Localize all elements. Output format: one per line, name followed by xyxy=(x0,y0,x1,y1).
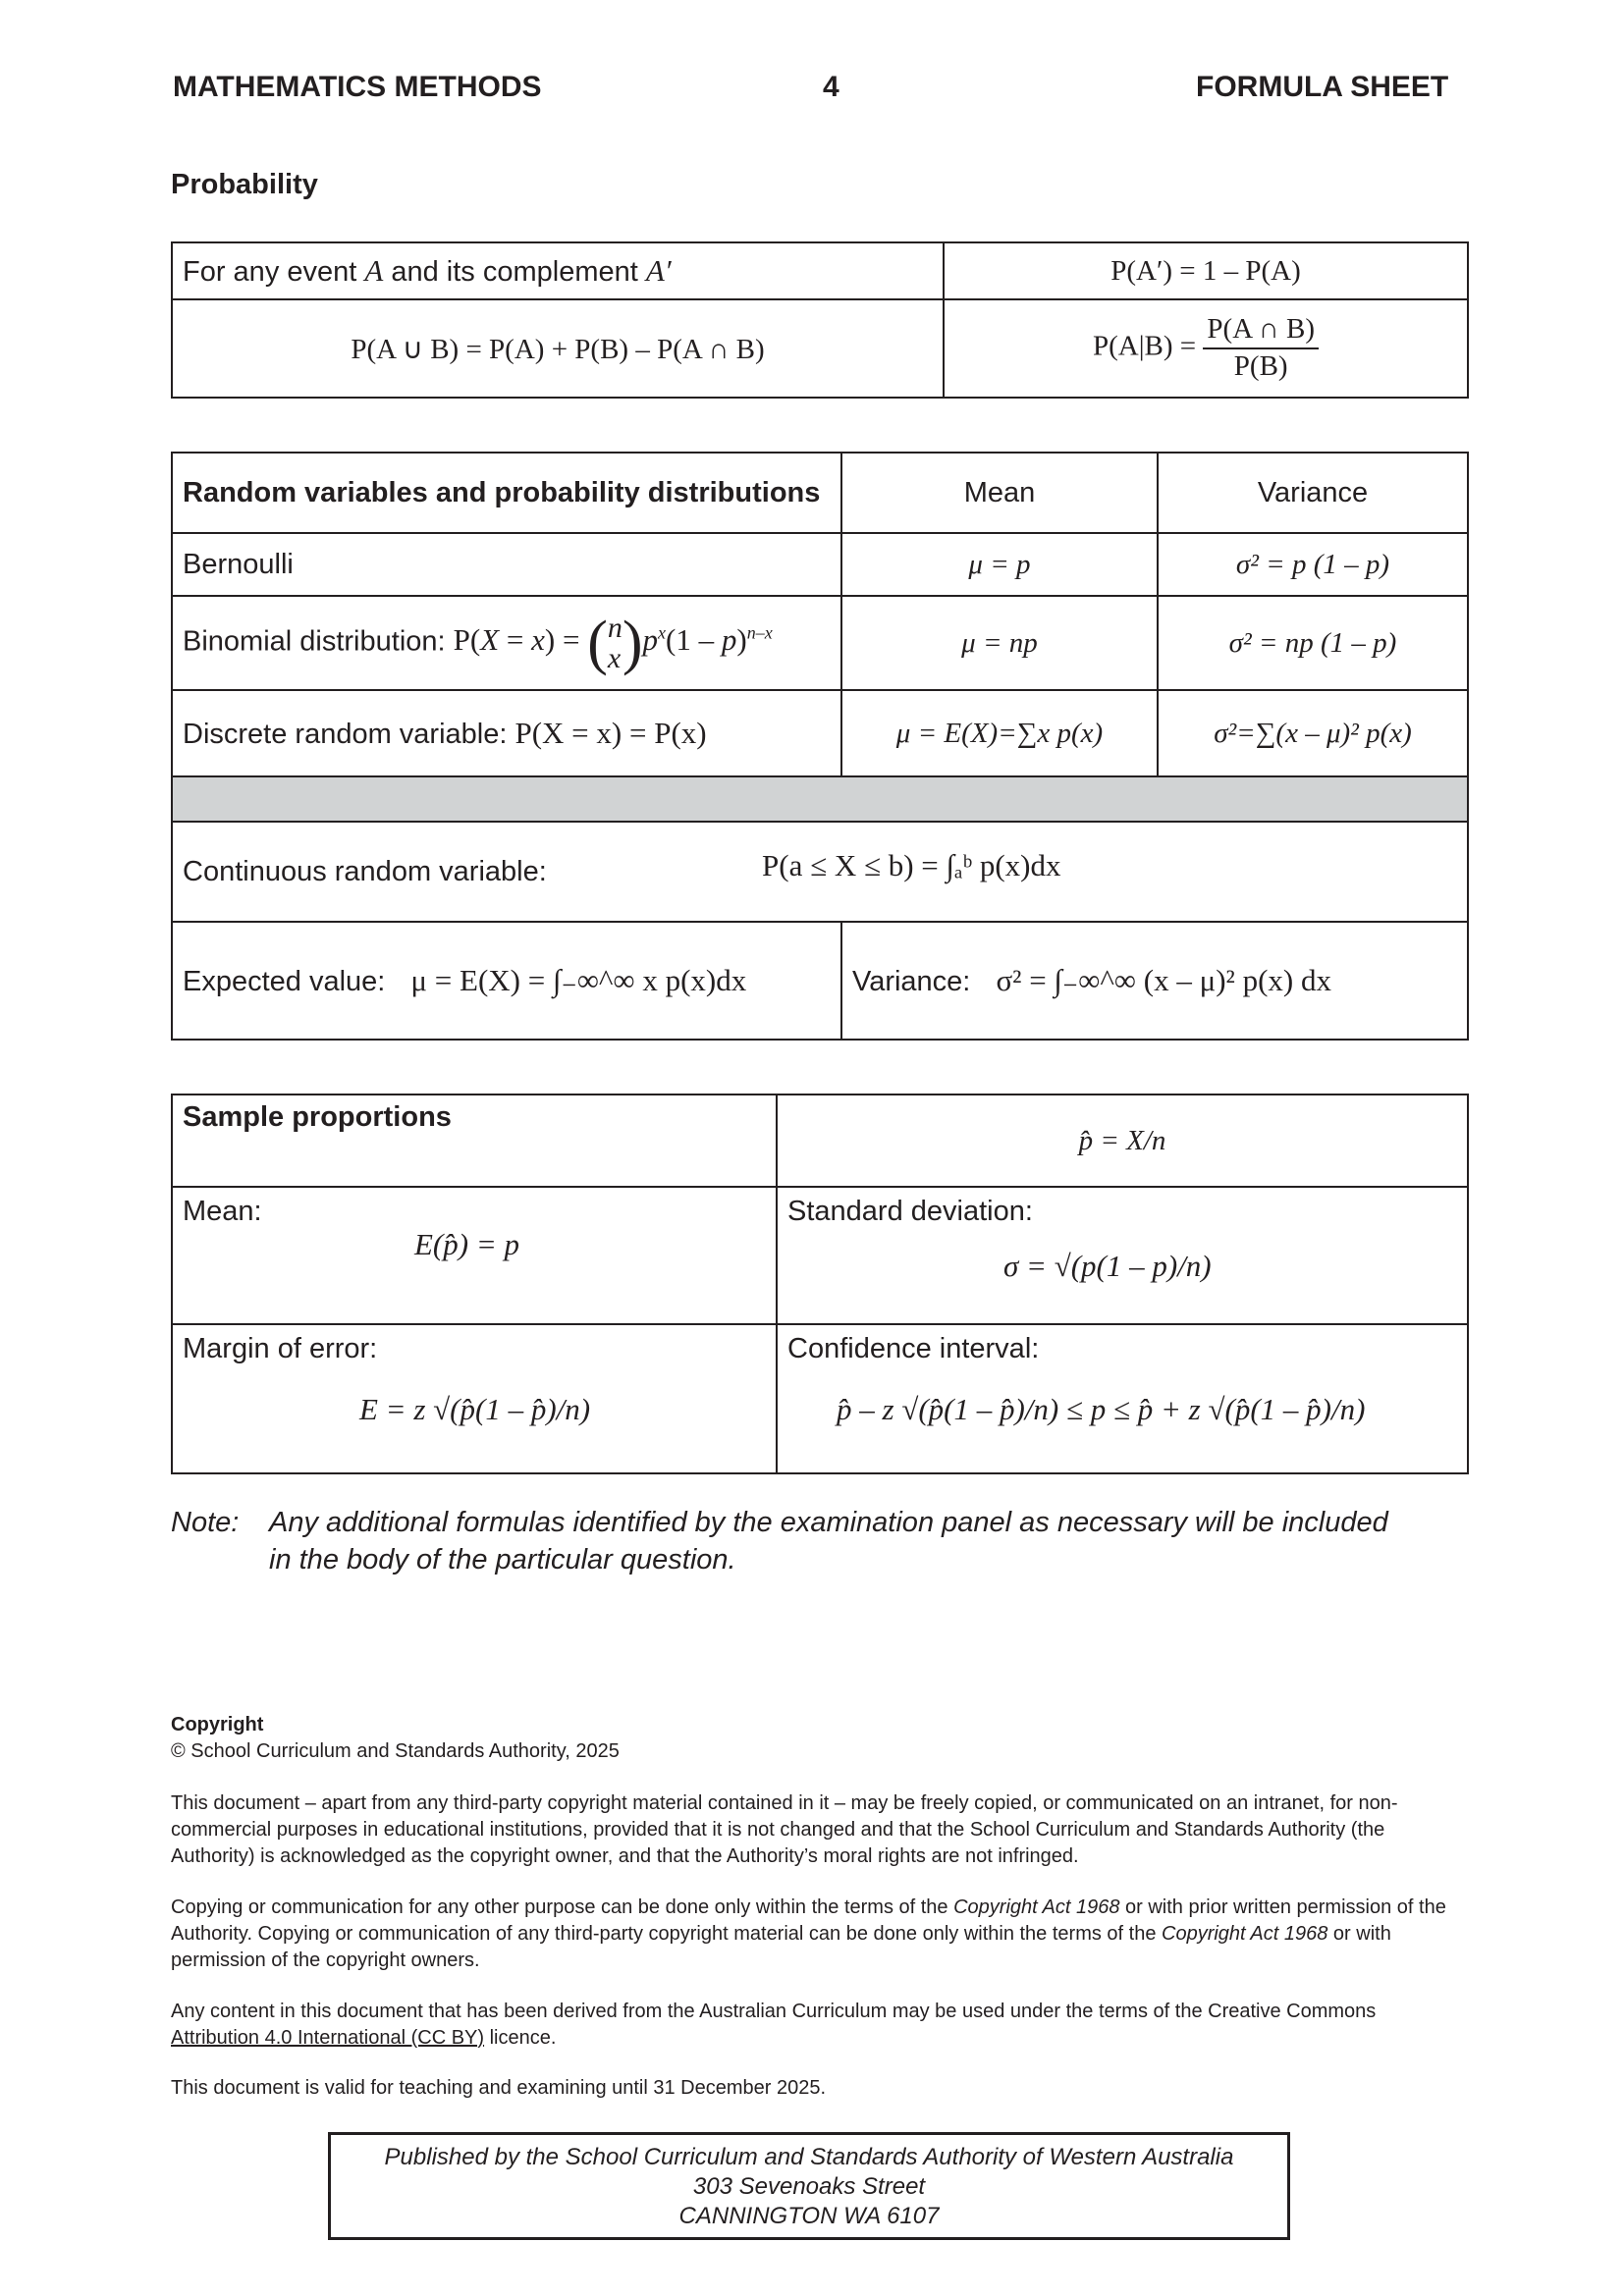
conditional-lhs: P(A|B) = xyxy=(1093,330,1197,362)
random-variables-table xyxy=(171,452,1469,1041)
discrete-mean: μ = E(X)=∑x p(x) xyxy=(841,690,1158,776)
note-line-1: Any additional formulas identified by the examination panel as necessary will be included xyxy=(269,1507,1388,1538)
copyright-para-2: Copying or communication for any other purpose can be done only within the terms of the Copyright Act 1968 or with prior written permission of the Authority. Copying or communication of any third-party copyright material can be done only within the terms of the Copyright Act 1968 or with permission of the copyright owners. xyxy=(171,1896,1446,1971)
bernoulli-mean: μ = p xyxy=(841,533,1158,596)
section-title: Probability xyxy=(171,169,318,200)
note-line-2: in the body of the particular question. xyxy=(269,1544,736,1575)
discrete-cell xyxy=(172,690,841,776)
sd-cell xyxy=(777,1187,1468,1324)
binomial-formula: P(X = x) = ( n x ) $p^x(1 - p)^{n-x}$ xyxy=(453,610,773,676)
page-number: 4 xyxy=(823,71,839,103)
copyright-para-3: Any content in this document that has been derived from the Australian Curriculum may be used under the terms of the Creative Commons Attribution 4.0 International (CC BY) licence. xyxy=(171,2001,1377,2049)
header-title: FORMULA SHEET xyxy=(1196,71,1449,103)
phat-formula: p̂ = X/n xyxy=(777,1095,1468,1187)
publisher-box xyxy=(328,2132,1290,2240)
shaded-divider xyxy=(172,776,1468,822)
binomial-mean: μ = np xyxy=(841,596,1158,690)
probability-table xyxy=(171,241,1469,399)
complement-formula: P(A′) = 1 – P(A) xyxy=(944,242,1468,299)
ci-formula: p̂ – z √(p̂(1 – p̂)/n) ≤ p ≤ p̂ + z √(p̂(1 – p̂)/n) xyxy=(837,1392,1366,1426)
validity-note: This document is valid for teaching and examining until 31 December 2025. xyxy=(171,2077,827,2099)
variance-label: Variance: xyxy=(852,966,971,997)
variance-cell xyxy=(841,922,1468,1040)
binomial-cell xyxy=(172,596,841,690)
publisher-line-3: CANNINGTON WA 6107 xyxy=(678,2203,940,2229)
expected-formula: μ = E(X) = ∫₋∞^∞ x p(x)dx xyxy=(410,963,747,997)
publisher-line-1: Published by the School Curriculum and Standards Authority of Western Australia xyxy=(384,2144,1234,2170)
continuous-label: Continuous random variable: xyxy=(183,855,547,887)
note-text xyxy=(269,1504,1477,1578)
union-formula: P(A ∪ B) = P(A) + P(B) – P(A ∩ B) xyxy=(172,299,944,398)
sample-proportions-label: Sample proportions xyxy=(172,1095,777,1187)
conditional-formula xyxy=(944,299,1468,398)
conditional-numerator: P(A ∩ B) xyxy=(1203,314,1319,349)
moe-formula: E = z √(p̂(1 – p̂)/n) xyxy=(359,1392,591,1426)
conditional-fraction xyxy=(1203,314,1319,383)
ci-label: Confidence interval: xyxy=(787,1333,1040,1364)
mean-formula: E(p̂) = p xyxy=(414,1227,520,1261)
binomial-label: Binomial distribution: xyxy=(183,625,446,658)
discrete-variance: σ²=∑(x – μ)² p(x) xyxy=(1158,690,1468,776)
header-subject: MATHEMATICS METHODS xyxy=(173,71,542,103)
sd-label: Standard deviation: xyxy=(787,1196,1033,1227)
binomial-variance: σ² = np (1 – p) xyxy=(1158,596,1468,690)
copyright-heading: Copyright xyxy=(171,1714,264,1735)
expected-cell xyxy=(172,922,841,1040)
cc-by-link[interactable]: Attribution 4.0 International (CC BY) xyxy=(171,2027,485,2049)
mean-cell xyxy=(172,1187,777,1324)
conditional-denominator: P(B) xyxy=(1233,350,1288,382)
sd-formula: σ = √(p(1 – p)/n) xyxy=(1003,1249,1212,1283)
rv-header-label: Random variables and probability distributions xyxy=(172,453,841,533)
note-label: Note: xyxy=(171,1507,240,1538)
moe-cell xyxy=(172,1324,777,1473)
sample-proportions-table xyxy=(171,1094,1469,1474)
discrete-label: Discrete random variable: xyxy=(183,719,508,750)
continuous-formula: P(a ≤ X ≤ b) = ∫ₐᵇ p(x)dx xyxy=(762,848,1061,882)
mean-header: Mean xyxy=(841,453,1158,533)
variance-header: Variance xyxy=(1158,453,1468,533)
bernoulli-label: Bernoulli xyxy=(172,533,841,596)
moe-label: Margin of error: xyxy=(183,1333,378,1364)
discrete-formula: P(X = x) = P(x) xyxy=(514,716,707,750)
expected-label: Expected value: xyxy=(183,966,386,997)
ci-cell xyxy=(777,1324,1468,1473)
copyright-para-1: This document – apart from any third-party copyright material contained in it – may be freely copied, or communicated on an intranet, for non-commercial purposes in educational institutions, provided that it is not changed and that the School Curriculum and Standards Authority (the Authority) is acknowledged as the copyright owner, and that the Authority’s moral rights are not infringed. xyxy=(171,1792,1398,1867)
bernoulli-variance: σ² = p (1 – p) xyxy=(1158,533,1468,596)
publisher-line-2: 303 Sevenoaks Street xyxy=(692,2173,926,2200)
copyright-line: © School Curriculum and Standards Authority, 2025 xyxy=(171,1740,620,1762)
complement-label: For any event A and its complement A′ xyxy=(172,242,944,299)
continuous-cell xyxy=(172,822,1468,922)
variance-formula: σ² = ∫₋∞^∞ (x – μ)² p(x) dx xyxy=(996,963,1331,997)
mean-label: Mean: xyxy=(183,1196,262,1227)
